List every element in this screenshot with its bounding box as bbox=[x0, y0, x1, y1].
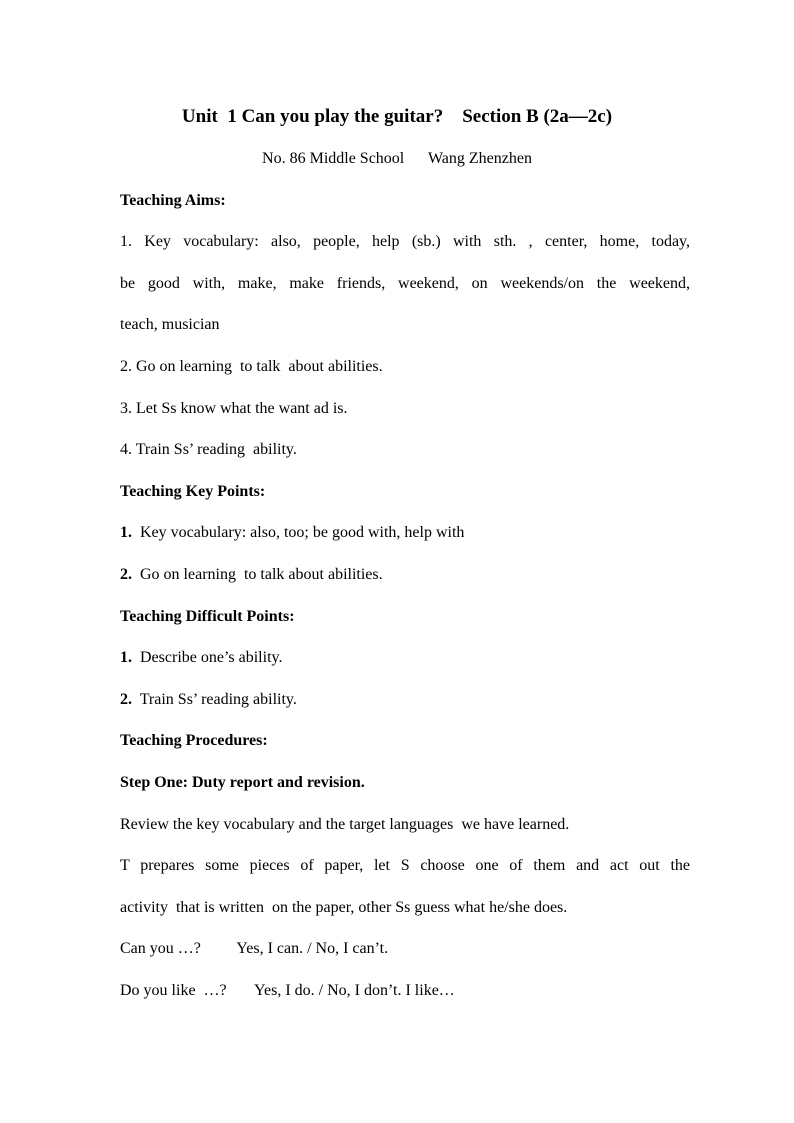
step-one-line: Can you …? Yes, I can. / No, I can’t. bbox=[120, 940, 389, 957]
difficult-point-item bbox=[120, 647, 690, 669]
step-one-line: T prepares some pieces of paper, let S choose one of them and act out the bbox=[120, 857, 690, 874]
difficult-point-item bbox=[120, 689, 690, 711]
key-point-item bbox=[120, 522, 690, 544]
difficult-points-heading: Teaching Difficult Points: bbox=[120, 608, 295, 625]
procedures-heading: Teaching Procedures: bbox=[120, 732, 268, 749]
teaching-aims-line: 2. Go on learning to talk about abilities. bbox=[120, 358, 383, 375]
teaching-aims-heading: Teaching Aims: bbox=[120, 192, 226, 209]
step-one-line: Do you like …? Yes, I do. / No, I don’t. I like… bbox=[120, 982, 455, 999]
difficult-point-number: 2. bbox=[120, 691, 132, 708]
document-subtitle: No. 86 Middle School Wang Zhenzhen bbox=[262, 150, 532, 167]
teaching-aims-line: 4. Train Ss’ reading ability. bbox=[120, 441, 297, 458]
teaching-aims-line: 3. Let Ss know what the want ad is. bbox=[120, 400, 348, 417]
teaching-aims-line: teach, musician bbox=[120, 316, 220, 333]
key-points-heading: Teaching Key Points: bbox=[120, 483, 266, 500]
key-point-item bbox=[120, 564, 690, 586]
key-point-text: Key vocabulary: also, too; be good with, help with bbox=[140, 524, 465, 541]
document-title: Unit 1 Can you play the guitar? Section B (2a—2c) bbox=[181, 106, 613, 127]
teaching-aims-line: be good with, make, make friends, weekend, on weekends/on the weekend, bbox=[120, 275, 690, 292]
step-one-heading: Step One: Duty report and revision. bbox=[120, 774, 365, 791]
teaching-aims-line: 1. Key vocabulary: also, people, help (sb.) with sth. , center, home, today, bbox=[120, 233, 690, 250]
difficult-point-number: 1. bbox=[120, 649, 132, 666]
step-one-line: Review the key vocabulary and the target languages we have learned. bbox=[120, 816, 570, 833]
key-point-number: 1. bbox=[120, 524, 132, 541]
difficult-point-text: Train Ss’ reading ability. bbox=[139, 691, 297, 708]
key-point-text: Go on learning to talk about abilities. bbox=[140, 566, 383, 583]
key-point-number: 2. bbox=[120, 566, 132, 583]
difficult-point-text: Describe one’s ability. bbox=[140, 649, 283, 666]
step-one-line: activity that is written on the paper, other Ss guess what he/she does. bbox=[120, 899, 568, 916]
